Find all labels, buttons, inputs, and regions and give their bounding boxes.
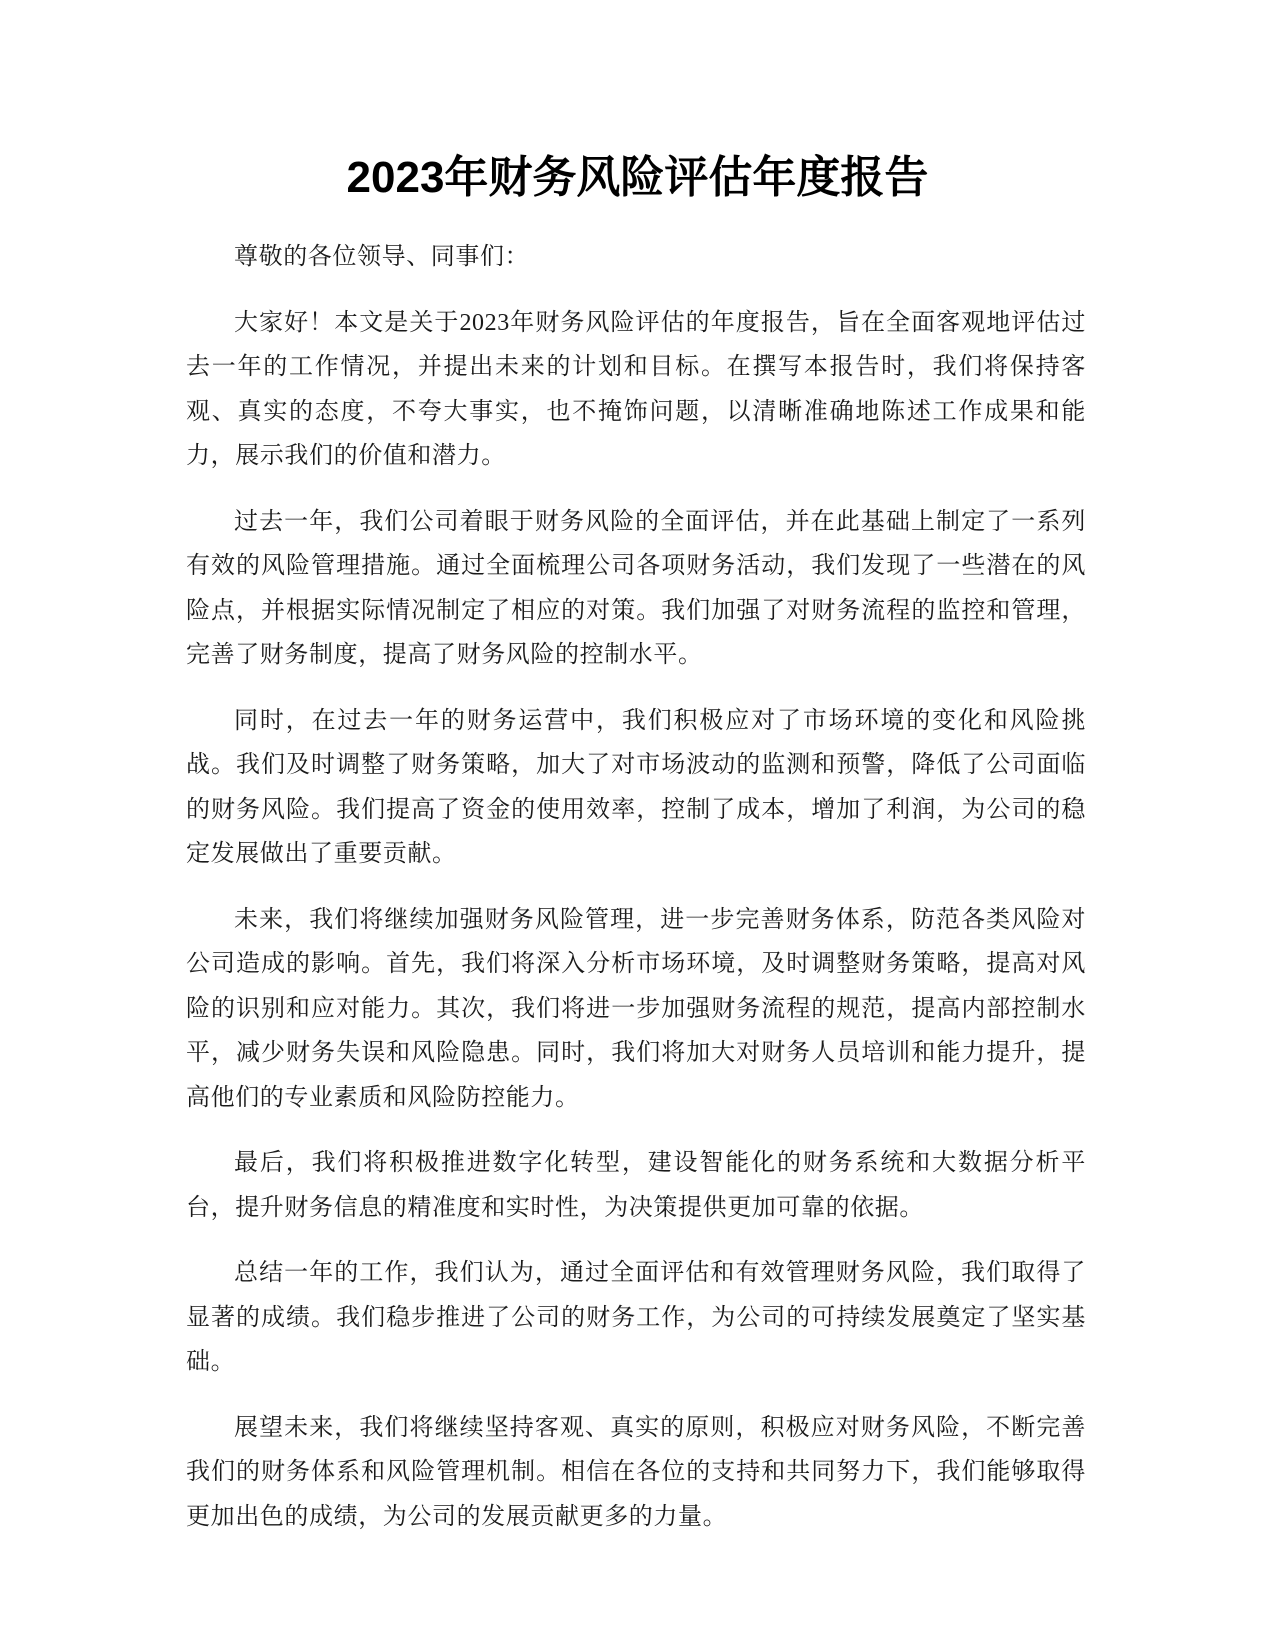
operations-paragraph: 同时，在过去一年的财务运营中，我们积极应对了市场环境的变化和风险挑战。我们及时调整了财务策略，加大了对市场波动的监测和预警，降低了公司面临的财务风险。我们提高了资金的使用效率，控制了成本，增加了利润，为公司的稳定发展做出了重要贡献。 [186, 707, 1086, 867]
future-plan-paragraph: 未来，我们将继续加强财务风险管理，进一步完善财务体系，防范各类风险对公司造成的影响。首先，我们将深入分析市场环境，及时调整财务策略，提高对风险的识别和应对能力。其次，我们将进一步加强财务流程的规范，提高内部控制水平，减少财务失误和风险隐患。同时，我们将加大对财务人员培训和能力提升，提高他们的专业素质和风险防控能力。 [186, 906, 1086, 1111]
digital-transformation-paragraph: 最后，我们将积极推进数字化转型，建设智能化的财务系统和大数据分析平台，提升财务信息的精准度和实时性，为决策提供更加可靠的依据。 [186, 1150, 1086, 1221]
outlook-paragraph: 展望未来，我们将继续坚持客观、真实的原则，积极应对财务风险，不断完善我们的财务体系和风险管理机制。相信在各位的支持和共同努力下，我们能够取得更加出色的成绩，为公司的发展贡献更多的力量。 [186, 1414, 1086, 1530]
past-year-paragraph: 过去一年，我们公司着眼于财务风险的全面评估，并在此基础上制定了一系列有效的风险管理措施。通过全面梳理公司各项财务活动，我们发现了一些潜在的风险点，并根据实际情况制定了相应的对策。我们加强了对财务流程的监控和管理，完善了财务制度，提高了财务风险的控制水平。 [186, 508, 1086, 668]
salutation-paragraph: 尊敬的各位领导、同事们： [234, 244, 530, 270]
summary-paragraph: 总结一年的工作，我们认为，通过全面评估和有效管理财务风险，我们取得了显著的成绩。我们稳步推进了公司的财务工作，为公司的可持续发展奠定了坚实基础。 [186, 1260, 1086, 1375]
document-title: 2023年财务风险评估年度报告 [346, 153, 929, 202]
document-body [186, 235, 1086, 1560]
intro-paragraph: 大家好！本文是关于2023年财务风险评估的年度报告，旨在全面客观地评估过去一年的工作情况，并提出未来的计划和目标。在撰写本报告时，我们将保持客观、真实的态度，不夸大事实，也不掩饰问题，以清晰准确地陈述工作成果和能力，展示我们的价值和潜力。 [186, 309, 1086, 469]
